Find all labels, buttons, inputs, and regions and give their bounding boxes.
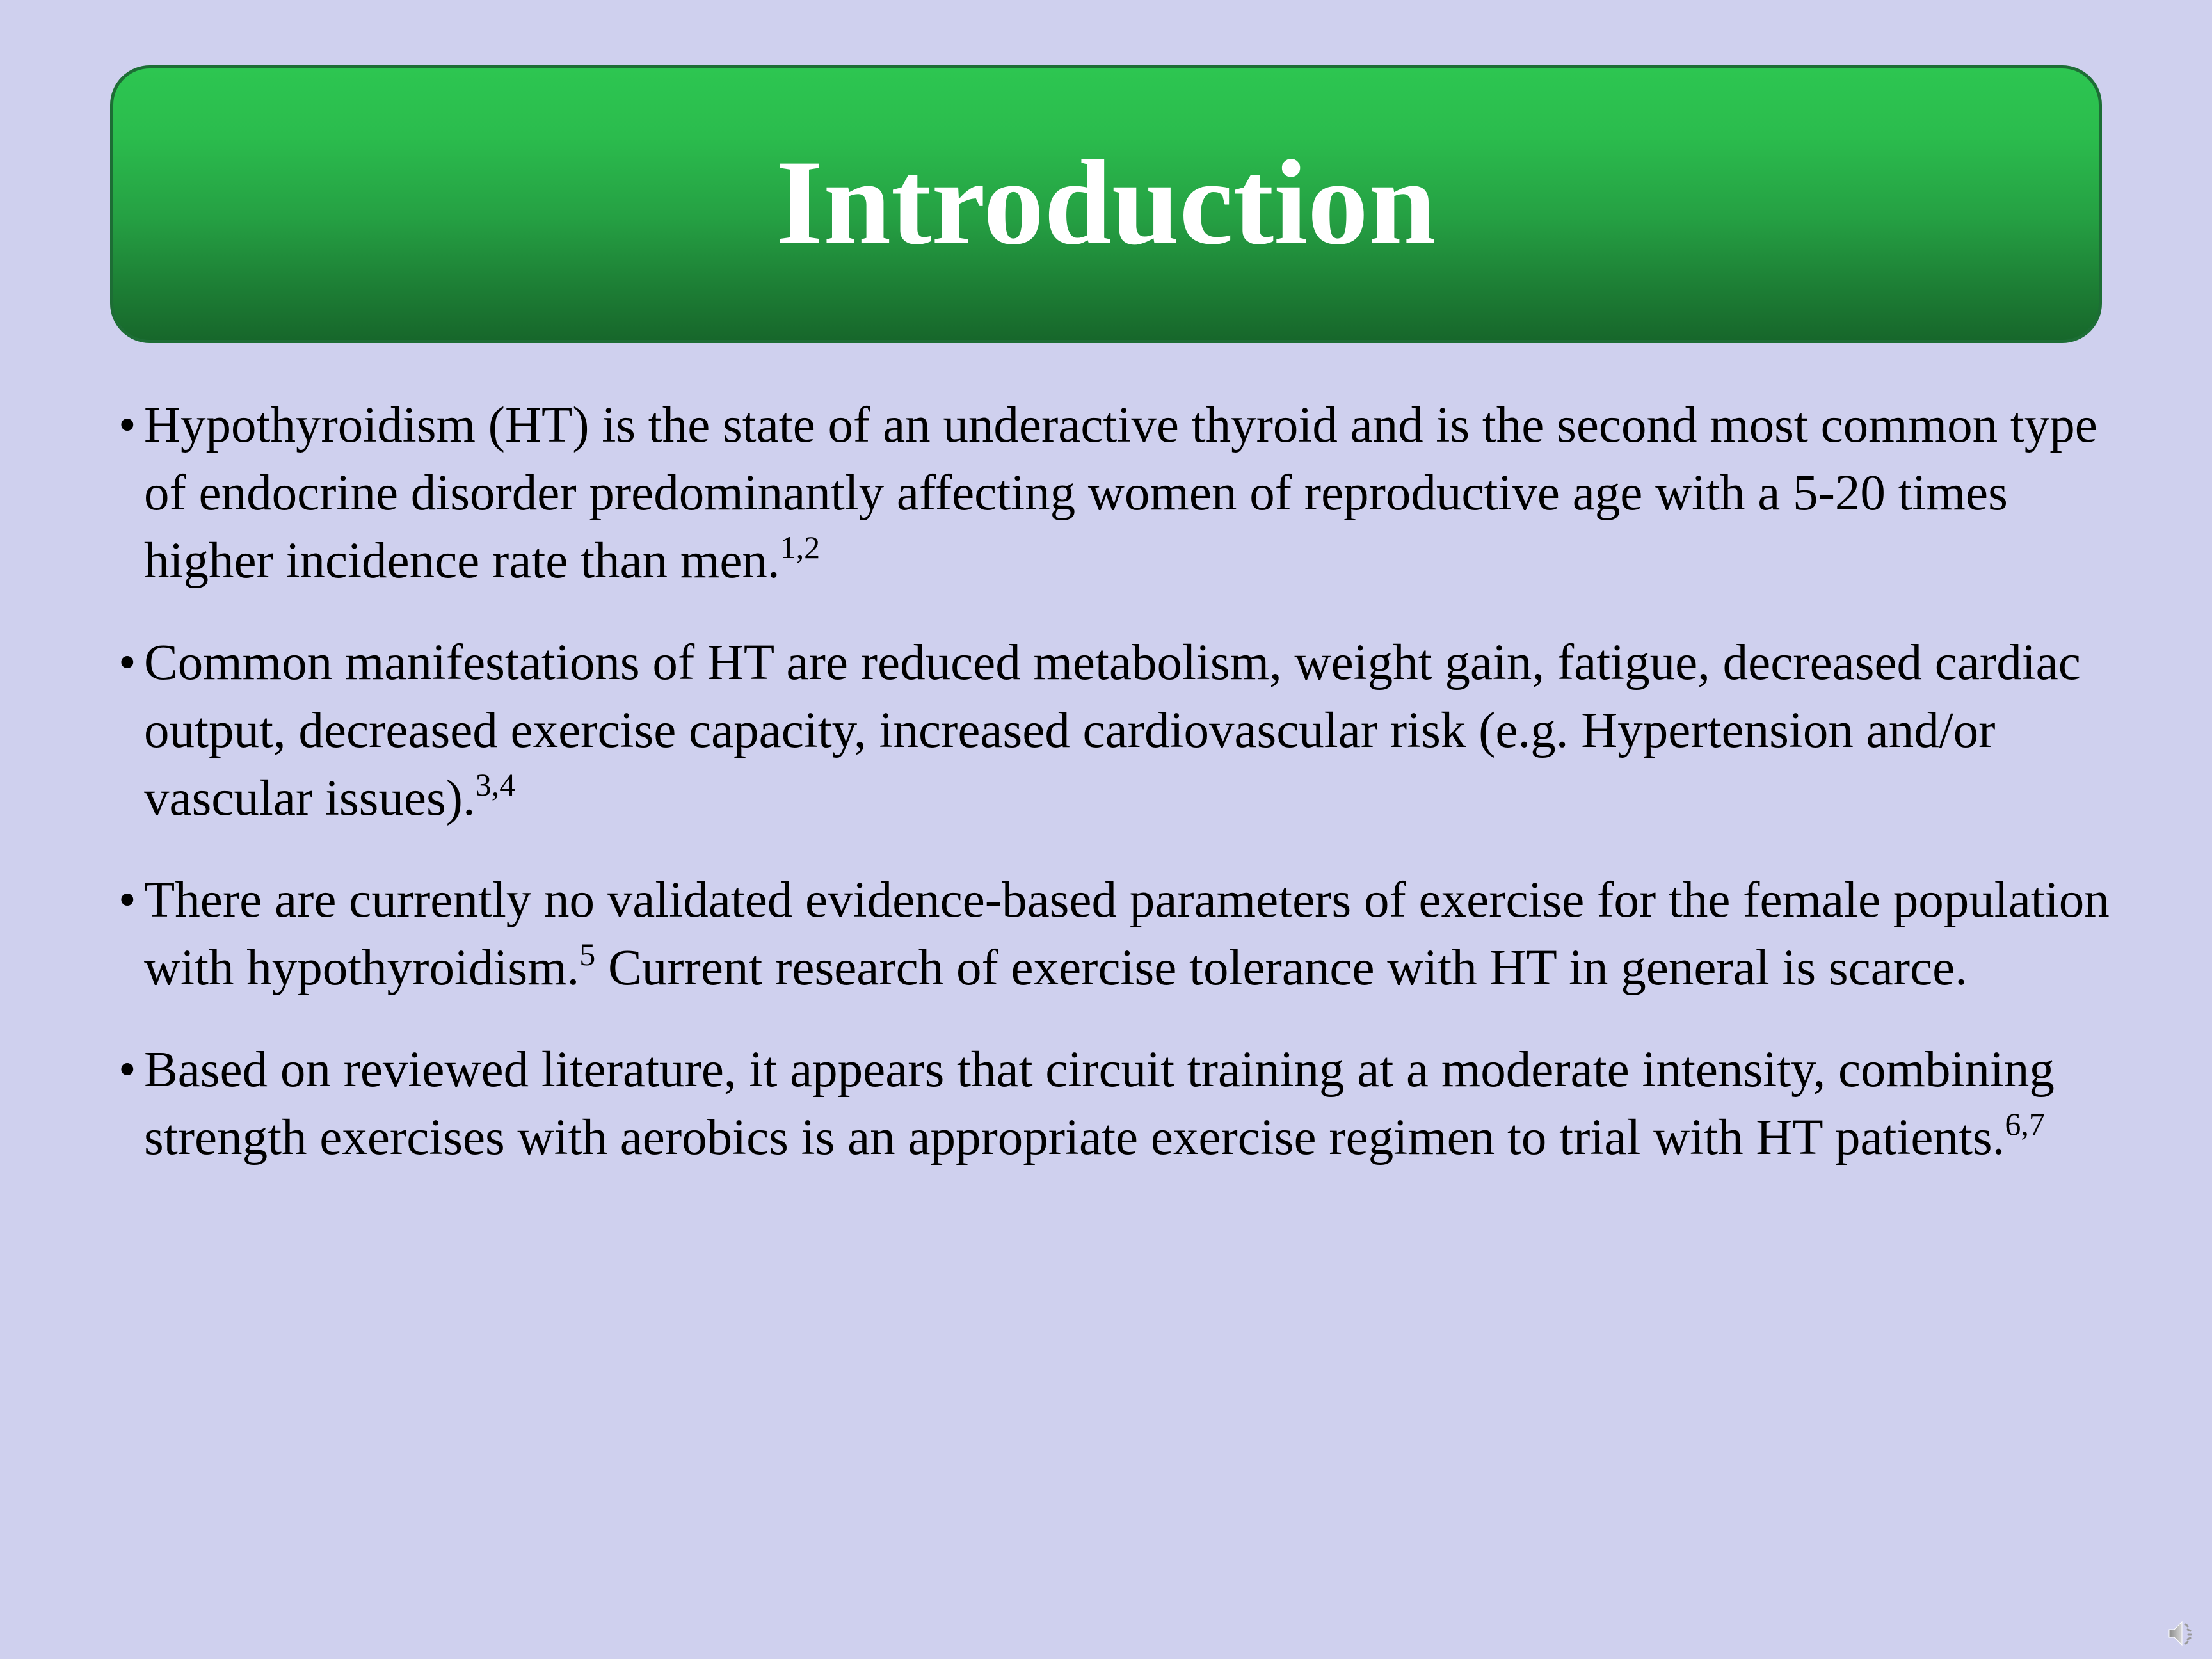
bullet-text-continued: Current research of exercise tolerance with HT in general is scarce. [595, 940, 1968, 996]
bullet-dot: • [118, 397, 136, 453]
title-banner [110, 65, 2102, 343]
bullet-item [118, 867, 2115, 1002]
citation: 5 [579, 936, 596, 972]
bullet-dot: • [118, 1042, 136, 1098]
bullet-text: Based on reviewed literature, it appears that circuit training at a moderate intensity, combining strength exercises with aerobics is an appropriate exercise regimen to trial with HT patients. [144, 1042, 2055, 1166]
slide-title: Introduction [776, 136, 1436, 270]
bullet-item [118, 629, 2115, 833]
bullet-text: There are currently no validated evidence-based parameters of exercise for the female population with hypothyroidism. [144, 872, 2110, 996]
bullet-dot: • [118, 635, 136, 691]
bullet-list [118, 392, 2115, 1206]
citation: 3,4 [475, 767, 516, 803]
bullet-item [118, 1036, 2115, 1172]
bullet-dot: • [118, 872, 136, 928]
speaker-icon[interactable] [2167, 1618, 2197, 1649]
bullet-text: Common manifestations of HT are reduced metabolism, weight gain, fatigue, decreased cardiac output, decreased exercise capacity, increased cardiovascular risk (e.g. Hypertension and/or vascular issues). [144, 635, 2081, 826]
citation: 6,7 [2005, 1106, 2045, 1142]
bullet-item [118, 392, 2115, 595]
citation: 1,2 [780, 529, 821, 565]
bullet-text: Hypothyroidism (HT) is the state of an underactive thyroid and is the second most common type of endocrine disorder predominantly affecting women of reproductive age with a 5-20 times higher incidence rate than men. [144, 397, 2097, 589]
